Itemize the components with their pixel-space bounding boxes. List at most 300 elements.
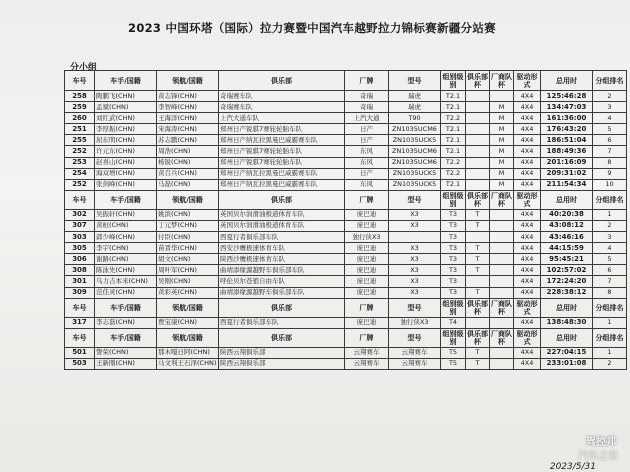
table-cell: 刘红武(CHN) xyxy=(95,113,157,124)
table-cell: 孟斌(CHN) xyxy=(95,102,157,113)
table-cell: 4X4 xyxy=(514,232,541,243)
header-cell: 组别级别 xyxy=(442,299,464,316)
header-cell: 组别级别 xyxy=(442,72,464,89)
table-cell: 郑州日产锐骐7赛轮轮胎车队 xyxy=(219,157,345,168)
table-cell: 4 xyxy=(593,243,627,254)
table-cell: T2.1 xyxy=(441,179,466,190)
table-cell: T2.2 xyxy=(441,168,466,179)
table-cell: M xyxy=(490,146,514,157)
table-cell xyxy=(466,232,490,243)
table-row xyxy=(65,168,627,179)
table-cell: 马磊(CHN) xyxy=(157,179,219,190)
header-cell: 总用时 xyxy=(541,328,593,347)
table-cell: 254 xyxy=(65,168,95,179)
watermark-site: 汽车之家 xyxy=(578,451,618,462)
table-row xyxy=(65,317,627,328)
table-cell: X3 xyxy=(389,209,441,220)
table-cell: 奇瑞赛车队 xyxy=(219,102,345,113)
header-cell: 厂商队杯 xyxy=(491,329,512,346)
table-cell: 王海洋(CHN) xyxy=(157,113,219,124)
table-cell: 宋海涛(CHN) xyxy=(157,124,219,135)
table-cell xyxy=(490,243,514,254)
table-cell xyxy=(466,317,490,328)
table-cell: 211:54:34 xyxy=(541,179,593,190)
table-cell: 4X4 xyxy=(514,124,541,135)
table-cell: T3 xyxy=(441,209,466,220)
table-cell: 4X4 xyxy=(514,254,541,265)
results-table-wrap xyxy=(64,70,626,370)
table-cell: 43:08:12 xyxy=(541,220,593,231)
header-cell: 组别级别 xyxy=(442,329,464,346)
results-table xyxy=(64,70,627,370)
table-row xyxy=(65,209,627,220)
table-cell: 44:15:59 xyxy=(541,243,593,254)
table-cell: 172:24:20 xyxy=(541,276,593,287)
table-cell: 訾荣(CHN) xyxy=(95,347,157,358)
table-cell: 301 xyxy=(65,276,95,287)
table-cell: 6 xyxy=(593,265,627,276)
table-cell: 4X4 xyxy=(514,157,541,168)
header-cell: 车号 xyxy=(65,71,95,91)
table-cell: 4X4 xyxy=(514,243,541,254)
table-cell: 4X4 xyxy=(514,276,541,287)
table-cell: T3 xyxy=(441,232,466,243)
table-cell: 庞巴迪 xyxy=(345,209,389,220)
table-cell: 西安沙鹰极速体育车队 xyxy=(219,243,345,254)
table-cell: T xyxy=(466,209,490,220)
header-cell: 总用时 xyxy=(541,190,593,209)
header-row xyxy=(65,298,627,317)
table-cell: 姚滨(CHN) xyxy=(157,209,219,220)
table-cell: 503 xyxy=(65,358,95,369)
table-cell: 233:01:08 xyxy=(541,358,593,369)
header-cell: 领航/国籍 xyxy=(157,328,219,347)
header-row xyxy=(65,328,627,347)
header-cell: 型号 xyxy=(389,71,441,91)
table-cell: 陕西沙鹰极速体育车队 xyxy=(219,254,345,265)
header-cell: 俱乐部 xyxy=(219,328,345,347)
table-cell xyxy=(466,135,490,146)
table-cell xyxy=(490,347,514,358)
table-cell: 海双增(CHN) xyxy=(95,168,157,179)
table-cell: T xyxy=(466,347,490,358)
header-cell: 分组排名 xyxy=(593,328,627,347)
table-cell: 4X4 xyxy=(514,168,541,179)
table-cell: 黄桓(CHN) xyxy=(95,220,157,231)
table-cell: 日产 xyxy=(345,124,389,135)
table-cell xyxy=(490,358,514,369)
table-cell: 251 xyxy=(65,124,95,135)
table-cell: 4X4 xyxy=(514,358,541,369)
table-cell xyxy=(490,317,514,328)
table-cell: 252 xyxy=(65,146,95,157)
header-cell: 车号 xyxy=(65,298,95,317)
table-row xyxy=(65,179,627,190)
table-row xyxy=(65,124,627,135)
table-cell: 227:04:15 xyxy=(541,347,593,358)
table-cell: ZN1035UCM6 xyxy=(389,157,441,168)
table-cell: 306 xyxy=(65,254,95,265)
results-table-body xyxy=(65,71,627,370)
header-cell: 型号 xyxy=(389,328,441,347)
header-cell: 总用时 xyxy=(541,298,593,317)
header-row xyxy=(65,190,627,209)
table-cell: 209:31:02 xyxy=(541,168,593,179)
table-cell: ZN1035UCK5 xyxy=(389,179,441,190)
table-cell: T3 xyxy=(441,265,466,276)
table-cell: 2 xyxy=(593,220,627,231)
table-cell: T2.1 xyxy=(441,135,466,146)
table-cell: T2.2 xyxy=(441,113,466,124)
table-cell: M xyxy=(490,102,514,113)
table-row xyxy=(65,135,627,146)
table-cell: T2.1 xyxy=(441,124,466,135)
table-cell: T3 xyxy=(441,243,466,254)
table-cell: T4 xyxy=(441,317,466,328)
header-cell: 厂牌 xyxy=(345,71,389,91)
table-cell: 186:51:04 xyxy=(541,135,593,146)
table-cell: 260 xyxy=(65,113,95,124)
table-cell: 4X4 xyxy=(514,220,541,231)
table-cell: 258 xyxy=(65,91,95,102)
table-cell xyxy=(466,102,490,113)
header-cell: 型号 xyxy=(389,190,441,209)
table-cell: T xyxy=(466,220,490,231)
table-cell: T3 xyxy=(441,220,466,231)
table-cell: 范佳灵(CHN) xyxy=(95,287,157,298)
table-cell: T2.1 xyxy=(441,102,466,113)
table-cell: 胡文(CHN) xyxy=(157,254,219,265)
table-cell: 东风 xyxy=(345,146,389,157)
header-cell: 俱乐部杯 xyxy=(467,299,488,316)
table-cell: T2.1 xyxy=(441,91,466,102)
table-cell: 102:57:02 xyxy=(541,265,593,276)
table-cell: ZN1035UCK5 xyxy=(389,135,441,146)
table-cell: 庞巴迪 xyxy=(345,276,389,287)
table-cell: T xyxy=(466,243,490,254)
table-cell xyxy=(490,232,514,243)
table-cell xyxy=(490,265,514,276)
table-cell: 305 xyxy=(65,243,95,254)
header-cell: 俱乐部 xyxy=(219,298,345,317)
table-cell: 李智峰(CHN) xyxy=(157,102,219,113)
table-cell: M xyxy=(490,179,514,190)
table-cell: 杨锐(CHN) xyxy=(157,157,219,168)
header-cell: 车号 xyxy=(65,190,95,209)
table-row xyxy=(65,347,627,358)
table-cell: T2.2 xyxy=(441,157,466,168)
table-cell: 许元东(CHN) xyxy=(95,146,157,157)
table-cell: X3 xyxy=(389,265,441,276)
table-cell: 2 xyxy=(593,358,627,369)
table-cell: 陶鹏飞(CHN) xyxy=(95,91,157,102)
table-cell xyxy=(466,146,490,157)
table-cell: 8 xyxy=(593,157,627,168)
page-title: 2023 中国环塔（国际）拉力赛暨中国汽车越野拉力锦标赛新疆分站赛 xyxy=(128,21,496,35)
header-cell: 型号 xyxy=(389,298,441,317)
table-cell: 1 xyxy=(593,317,627,328)
table-cell: M xyxy=(490,113,514,124)
table-row xyxy=(65,287,627,298)
table-cell: T xyxy=(466,358,490,369)
table-row xyxy=(65,146,627,157)
table-cell xyxy=(490,220,514,231)
header-cell: 驱动形式 xyxy=(514,71,541,91)
table-cell: 43:46:16 xyxy=(541,232,593,243)
table-cell: T90 xyxy=(389,113,441,124)
table-cell: 郑州日产纳瓦拉黑曼巴威霸赛车队 xyxy=(219,135,345,146)
table-cell xyxy=(466,179,490,190)
table-cell: 4X4 xyxy=(514,135,541,146)
table-cell: 日产 xyxy=(345,168,389,179)
table-cell: 黄召兵(CHN) xyxy=(157,168,219,179)
table-cell: 10 xyxy=(593,179,627,190)
table-cell: 庞巴迪 xyxy=(345,265,389,276)
table-cell: X3 xyxy=(389,220,441,231)
table-cell: T2.1 xyxy=(441,146,466,157)
table-cell: 259 xyxy=(65,102,95,113)
header-cell: 领航/国籍 xyxy=(157,298,219,317)
table-row xyxy=(65,232,627,243)
table-cell: X3 xyxy=(389,276,441,287)
table-cell: 独行侠X3 xyxy=(389,317,441,328)
table-cell: 303 xyxy=(65,232,95,243)
table-cell: 周叶军(CHN) xyxy=(157,265,219,276)
table-cell: T xyxy=(466,254,490,265)
table-cell: 云翔赛车 xyxy=(345,358,389,369)
table-cell: 庞巴迪 xyxy=(345,287,389,298)
table-cell: 501 xyxy=(65,347,95,358)
table-cell: 曲靖添缘源越野车俱乐部车队 xyxy=(219,265,345,276)
table-cell: 西夏行者俱乐部车队 xyxy=(219,317,345,328)
table-cell: 228:38:12 xyxy=(541,287,593,298)
table-cell xyxy=(490,254,514,265)
table-row xyxy=(65,265,627,276)
table-row xyxy=(65,157,627,168)
header-cell: 俱乐部杯 xyxy=(467,72,488,89)
header-cell: 驱动形式 xyxy=(514,298,541,317)
header-cell: 车手/国籍 xyxy=(95,190,157,209)
table-cell: 4 xyxy=(593,113,627,124)
table-cell xyxy=(466,124,490,135)
table-cell: 庞巴迪 xyxy=(345,317,389,328)
table-cell: 252 xyxy=(65,179,95,190)
table-cell: 4X4 xyxy=(514,146,541,157)
table-cell: T xyxy=(466,265,490,276)
table-cell: 周浩(CHN) xyxy=(157,146,219,157)
table-cell xyxy=(490,287,514,298)
table-cell xyxy=(490,91,514,102)
table-cell xyxy=(466,276,490,287)
table-cell: 瑞虎 xyxy=(389,91,441,102)
table-cell: 庞巴迪 xyxy=(345,220,389,231)
table-cell: 161:36:00 xyxy=(541,113,593,124)
table-cell: 188:49:36 xyxy=(541,146,593,157)
table-cell: 4X4 xyxy=(514,265,541,276)
table-cell: 庞巴迪 xyxy=(345,254,389,265)
table-cell: 4X4 xyxy=(514,113,541,124)
header-cell: 组别级别 xyxy=(442,191,464,208)
table-cell: 4X4 xyxy=(514,91,541,102)
table-cell: 西夏行者俱乐部车队 xyxy=(219,232,345,243)
header-cell: 车手/国籍 xyxy=(95,298,157,317)
table-cell: 255 xyxy=(65,135,95,146)
table-cell: 5 xyxy=(593,124,627,135)
header-cell: 驱动形式 xyxy=(514,328,541,347)
table-cell: 英国贝尔润滑油极道体育车队 xyxy=(219,209,345,220)
watermark-brand: 驾控邦 xyxy=(586,437,616,448)
table-cell: 307 xyxy=(65,220,95,231)
table-cell: M xyxy=(490,124,514,135)
table-cell: M xyxy=(490,168,514,179)
table-cell: 乌力吉本米(CHN) xyxy=(95,276,157,287)
header-cell: 车号 xyxy=(65,328,95,347)
table-cell: 庞巴迪 xyxy=(345,243,389,254)
header-cell: 厂商队杯 xyxy=(491,72,512,89)
header-cell: 领航/国籍 xyxy=(157,71,219,91)
header-cell: 总用时 xyxy=(541,71,593,91)
table-cell: 253 xyxy=(65,157,95,168)
table-cell xyxy=(490,209,514,220)
header-cell: 驱动形式 xyxy=(514,190,541,209)
table-cell: T3 xyxy=(441,287,466,298)
header-cell: 俱乐部 xyxy=(219,71,345,91)
table-cell: 郑州日产纳瓦拉黑曼巴威霸赛车队 xyxy=(219,179,345,190)
table-cell xyxy=(490,276,514,287)
group-label: 分小组 xyxy=(70,63,98,73)
table-cell: 屈东明(CHN) xyxy=(95,135,157,146)
table-cell: 176:43:20 xyxy=(541,124,593,135)
table-row xyxy=(65,254,627,265)
table-cell: X3 xyxy=(389,254,441,265)
header-cell: 厂牌 xyxy=(345,190,389,209)
table-cell: 3 xyxy=(593,102,627,113)
table-cell: 125:46:28 xyxy=(541,91,593,102)
header-cell: 车手/国籍 xyxy=(95,328,157,347)
table-cell: 王新刚(CHN) xyxy=(95,358,157,369)
table-cell: 4X4 xyxy=(514,317,541,328)
table-cell: 1 xyxy=(593,347,627,358)
table-cell: 张剑峰(CHN) xyxy=(95,179,157,190)
header-cell: 厂牌 xyxy=(345,298,389,317)
table-row xyxy=(65,102,627,113)
table-cell: X3 xyxy=(389,243,441,254)
table-cell: ZN1035UCM6 xyxy=(389,146,441,157)
header-cell: 俱乐部杯 xyxy=(467,329,488,346)
table-cell: 瑞虎 xyxy=(389,102,441,113)
table-cell: 李宇(CHN) xyxy=(95,243,157,254)
table-cell: 黄志锋(CHN) xyxy=(157,91,219,102)
table-cell: T5 xyxy=(441,358,466,369)
table-cell: 上汽大通 xyxy=(345,113,389,124)
table-cell: 李厚振(CHN) xyxy=(95,124,157,135)
table-cell: 309 xyxy=(65,287,95,298)
table-cell xyxy=(466,157,490,168)
table-cell: 英国贝尔润滑油极道体育车队 xyxy=(219,220,345,231)
table-cell: 7 xyxy=(593,146,627,157)
table-cell: 郭少峰(CHN) xyxy=(95,232,157,243)
table-row xyxy=(65,91,627,102)
table-cell: 134:47:03 xyxy=(541,102,593,113)
table-cell: 日产 xyxy=(345,135,389,146)
table-cell xyxy=(466,168,490,179)
table-cell: ZN1035UCM6 xyxy=(389,124,441,135)
table-cell: 黄彩英(CHN) xyxy=(157,287,219,298)
table-cell: 吴刚(CHN) xyxy=(157,276,219,287)
table-cell: 4X4 xyxy=(514,347,541,358)
table-cell: 4X4 xyxy=(514,179,541,190)
table-cell: 贾宝康(CHN) xyxy=(157,317,219,328)
table-cell: ZN1035UCK5 xyxy=(389,168,441,179)
table-cell: M xyxy=(490,135,514,146)
table-cell: 郑州日产纳瓦拉黑曼巴威霸赛车队 xyxy=(219,168,345,179)
table-cell: 云翔赛车 xyxy=(345,347,389,358)
table-cell: 赵喜山(CHN) xyxy=(95,157,157,168)
table-cell: 付臣(CHN) xyxy=(157,232,219,243)
table-cell: 201:16:09 xyxy=(541,157,593,168)
table-cell: 上汽大通车队 xyxy=(219,113,345,124)
table-cell: 5 xyxy=(593,254,627,265)
header-cell: 厂商队杯 xyxy=(491,191,512,208)
table-cell: 吴振轩(CHN) xyxy=(95,209,157,220)
table-cell: 6 xyxy=(593,135,627,146)
table-cell: 9 xyxy=(593,168,627,179)
table-cell: 4X4 xyxy=(514,287,541,298)
table-cell xyxy=(466,91,490,102)
table-cell: 曲靖添缘源越野车俱乐部车队 xyxy=(219,287,345,298)
table-cell: 东风 xyxy=(345,179,389,190)
table-cell: 呼伦贝尔苍狼自由车队 xyxy=(219,276,345,287)
header-row xyxy=(65,71,627,91)
header-cell: 分组排名 xyxy=(593,298,627,317)
header-cell: 车手/国籍 xyxy=(95,71,157,91)
header-cell: 分组排名 xyxy=(593,71,627,91)
table-cell: 苏志鹏(CHN) xyxy=(157,135,219,146)
header-cell: 厂商队杯 xyxy=(491,299,512,316)
table-cell: T5 xyxy=(441,347,466,358)
header-cell: 俱乐部 xyxy=(219,190,345,209)
table-cell: 苗晋华(CHN) xyxy=(157,243,219,254)
table-cell: 奇瑞 xyxy=(345,91,389,102)
table-cell: 8 xyxy=(593,287,627,298)
table-cell: 马文利王石泽(CHN) xyxy=(157,358,219,369)
table-cell: 李志磊(CHN) xyxy=(95,317,157,328)
table-cell: 3 xyxy=(593,232,627,243)
table-row xyxy=(65,358,627,369)
photo-date: 2023/5/31 xyxy=(549,462,596,472)
table-cell: 云翔赛车 xyxy=(389,358,441,369)
header-cell: 厂牌 xyxy=(345,328,389,347)
table-cell: 308 xyxy=(65,265,95,276)
header-cell: 分组排名 xyxy=(593,190,627,209)
table-cell: 东风 xyxy=(345,157,389,168)
table-row xyxy=(65,113,627,124)
table-row xyxy=(65,220,627,231)
table-cell: 138:48:30 xyxy=(541,317,593,328)
table-cell: 陕西云翔俱乐部 xyxy=(219,347,345,358)
table-cell: 95:45:21 xyxy=(541,254,593,265)
table-row xyxy=(65,276,627,287)
table-cell: 谢路(CHN) xyxy=(95,254,157,265)
table-cell: 丁元梦(CHN) xyxy=(157,220,219,231)
table-cell: 4X4 xyxy=(514,209,541,220)
table-cell: 1 xyxy=(593,209,627,220)
table-cell: 陈泳先(CHN) xyxy=(95,265,157,276)
table-cell: 云翔赛车 xyxy=(389,347,441,358)
table-cell: X3 xyxy=(389,287,441,298)
table-cell: 7 xyxy=(593,276,627,287)
table-cell: T xyxy=(466,287,490,298)
